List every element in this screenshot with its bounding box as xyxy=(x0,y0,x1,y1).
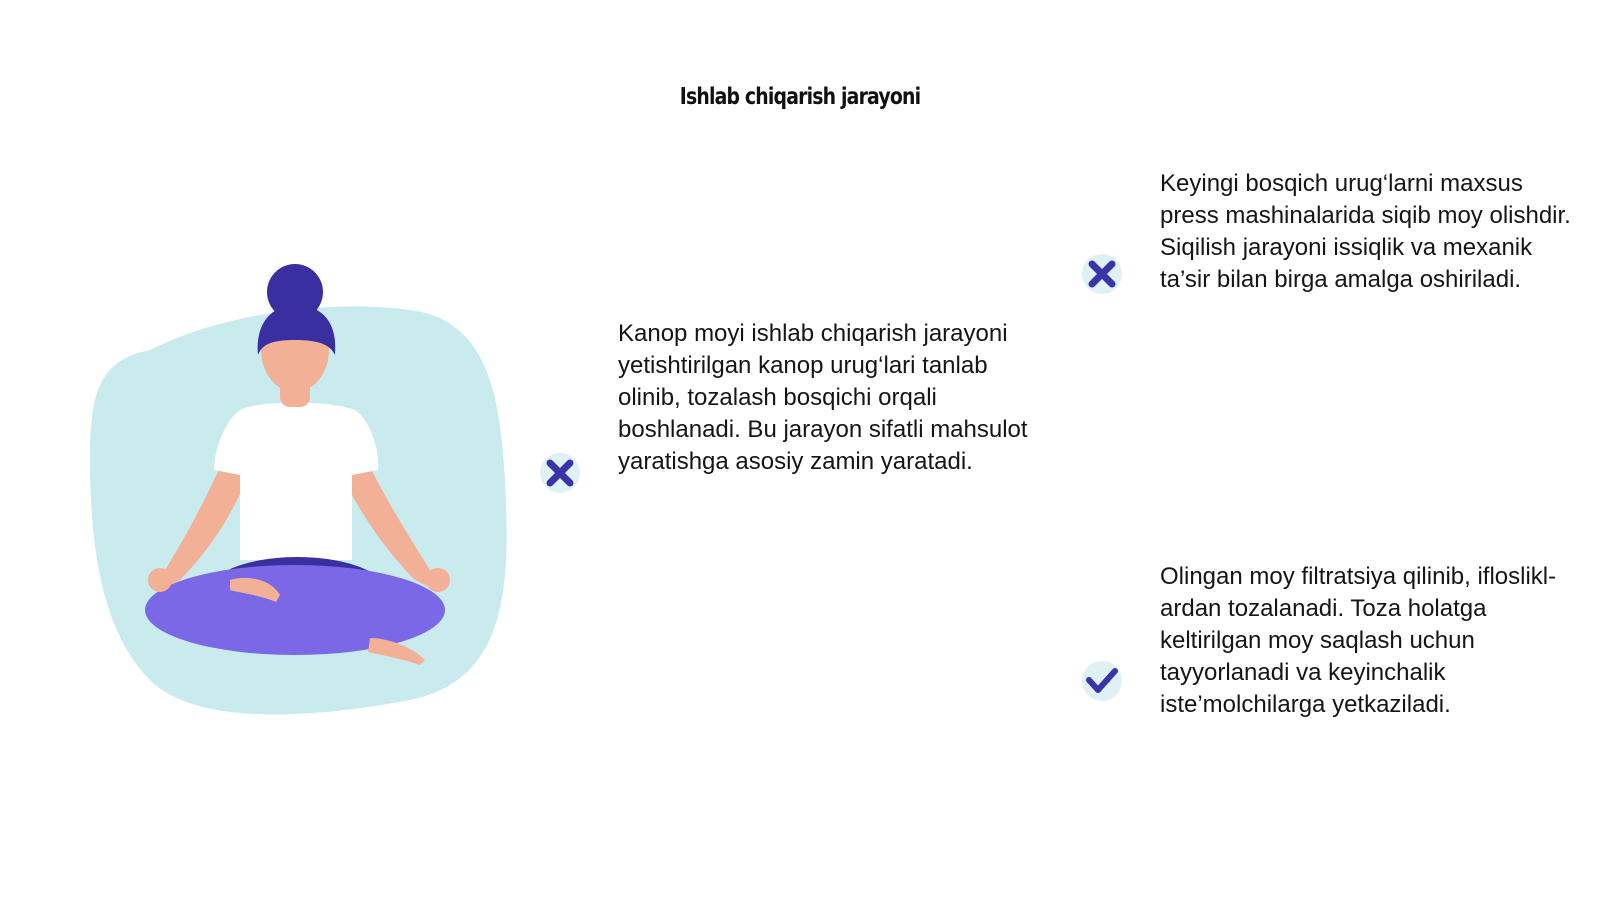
text-block-2: Keyingi bosqich urug‘larni maxsus press mashinalarida siqib moy olishdir. Siqilish jarayoni issiqlik va mexanik ta’sir bilan birga amalga oshiriladi. xyxy=(1160,170,1571,293)
left-hand xyxy=(148,568,172,592)
right-hand xyxy=(426,568,450,592)
slide-title: Ishlab chiqarish jarayoni xyxy=(679,84,921,110)
check-icon xyxy=(1080,659,1124,703)
pants-legs xyxy=(145,565,445,655)
cross-icon xyxy=(538,451,582,495)
text-block-1: Kanop moyi ishlab chiqarish jarayoni yetishtirilgan kanop urug‘lari tanlab olinib, tozalash bosqichi orqali boshlanadi. Bu jarayon sifatli mahsulot yaratishga asosiy zamin yaratadi. xyxy=(618,320,1028,475)
cross-icon xyxy=(1080,252,1124,296)
hair-bun xyxy=(267,264,323,320)
text-block-3: Olingan moy filtratsiya qilinib, iflosliklardan tozalanadi. Toza holatga keltirilgan moy saqlash uchun tayyorlanadi va keyinchalik iste’molchilarga yetkaziladi. xyxy=(1160,563,1557,718)
meditation-woman-illustration xyxy=(80,260,520,740)
